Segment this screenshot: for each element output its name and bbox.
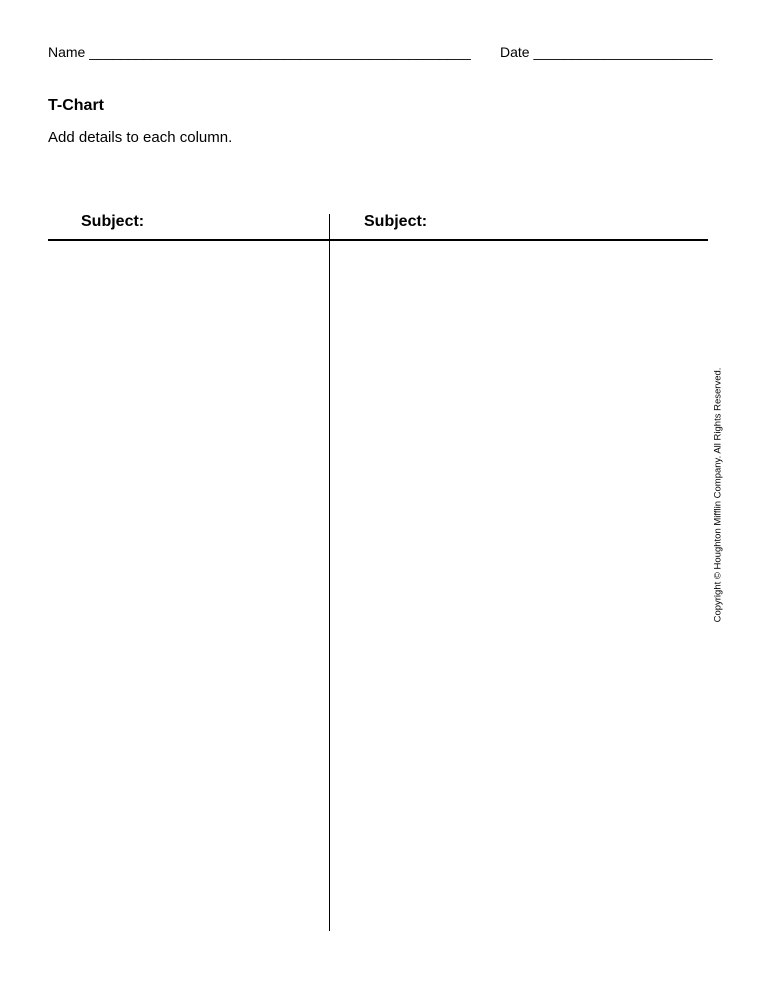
left-column-header: Subject:: [81, 213, 145, 230]
copyright-notice: Copyright © Houghton Mifflin Company. All Rights Reserved.: [712, 367, 724, 623]
name-date-row: [48, 44, 720, 64]
name-line[interactable]: _________________________________________________: [89, 44, 471, 60]
date-label: Date: [500, 44, 530, 60]
instructions-text: Add details to each column.: [48, 129, 233, 146]
right-column-header: Subject:: [364, 213, 428, 230]
t-chart-vertical-rule: [329, 214, 330, 931]
date-line[interactable]: _______________________: [533, 44, 713, 60]
page-title: T-Chart: [48, 97, 104, 114]
date-field[interactable]: [500, 44, 713, 60]
t-chart-horizontal-rule: [48, 239, 708, 241]
name-field[interactable]: [48, 44, 471, 60]
name-label: Name: [48, 44, 86, 60]
